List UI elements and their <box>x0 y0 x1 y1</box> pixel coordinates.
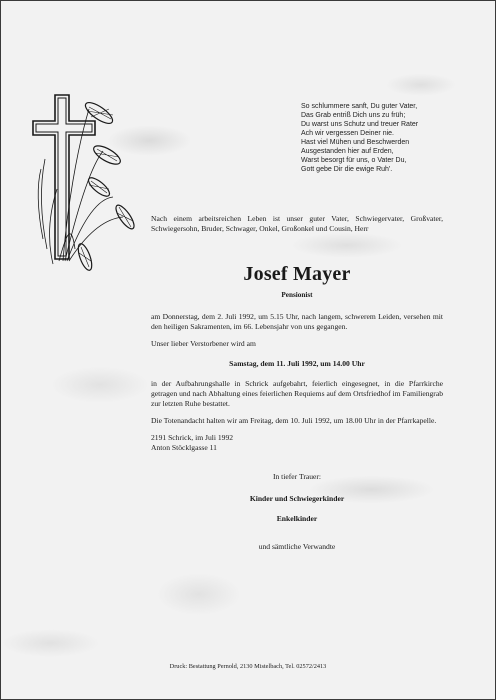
funeral-details: in der Aufbahrungshalle in Schrick aufgebahrt, feierlich eingesegnet, in die Pfarrkirche getragen und nach Abhaltung eines feierlichen Requiems auf dem Ortsfriedhof im Familiengrab zur letzten Ruhe bestattet. <box>151 379 443 408</box>
death-notice: am Donnerstag, dem 2. Juli 1992, um 5.15 Uhr, nach langem, schwerem Leiden, versehen mit den heiligen Sakramenten, im 66. Lebensjahr von uns gegangen. <box>151 312 443 331</box>
deceased-title: Pensionist <box>281 291 313 299</box>
funeral-intro: Unser lieber Verstorbener wird am <box>151 339 256 348</box>
poem-line: Ausgestanden hier auf Erden, <box>301 148 394 155</box>
poem-line: Hast viel Mühen und Beschwerden <box>301 139 410 146</box>
poem-line: Ach wir vergessen Deiner nie. <box>301 130 394 137</box>
printer-footer: Druck: Bestattung Pernold, 2130 Mistelbach, Tel. 02572/2413 <box>169 663 327 670</box>
poem-line: So schlummere sanft, Du guter Vater, <box>301 103 418 110</box>
poem-line: Gott gebe Dir die ewige Ruh'. <box>301 166 393 173</box>
address-place-date: 2191 Schrick, im Juli 1992 <box>151 433 234 442</box>
mourners-others: und sämtliche Verwandte <box>258 542 336 551</box>
cross-and-wheat-icon <box>27 89 147 289</box>
poem-line: Warst besorgt für uns, o Vater Du, <box>301 157 407 164</box>
prayer-notice: Die Totenandacht halten wir am Freitag, dem 10. Juli 1992, um 18.00 Uhr in der Pfarrkapelle. <box>151 416 437 425</box>
mourners-group-children: Kinder und Schwiegerkinder <box>249 494 345 503</box>
poem <box>301 102 481 174</box>
deceased-name: Josef Mayer <box>243 263 351 285</box>
funeral-date: Samstag, dem 11. Juli 1992, um 14.00 Uhr <box>229 359 365 368</box>
poem-line: Das Grab entriß Dich uns zu früh; <box>301 112 406 119</box>
poem-line: Du warst uns Schutz und treuer Rater <box>301 121 419 128</box>
address-street: Anton Stöcklgasse 11 <box>151 443 217 452</box>
mourners-group-grandchildren: Enkelkinder <box>276 514 318 523</box>
mourners-heading: In tiefer Trauer: <box>272 472 322 481</box>
intro-paragraph: Nach einem arbeitsreichen Leben ist unser guter Vater, Schwiegervater, Großvater, Schwiegersohn, Bruder, Schwager, Onkel, Großonkel und Cousin, Herr <box>151 214 443 233</box>
notice-body <box>151 312 443 552</box>
